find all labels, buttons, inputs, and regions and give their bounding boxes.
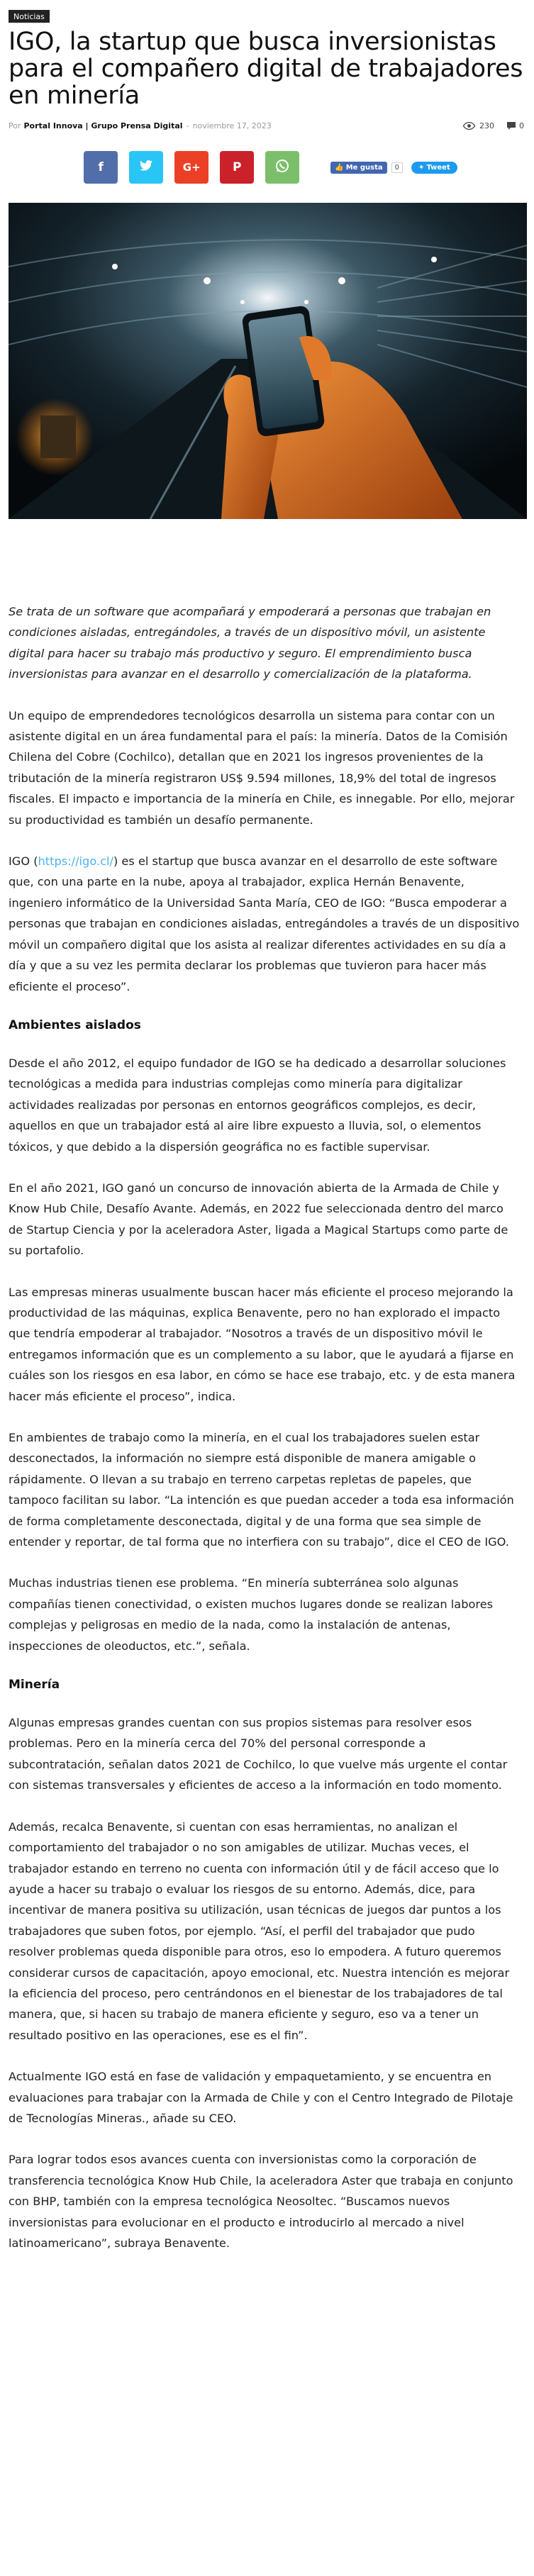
views-count: 230 bbox=[479, 121, 494, 130]
paragraph-2-rest: ) es el startup que busca avanzar en el desarrollo de este software que, con una parte en la nube, apoya al trabajador, explica Hernán Benavente, ingeniero informático de la Universidad Santa María, CEO de IGO: “Busca empoderar a personas que trabajan en condiciones aisladas, entregándoles a través de un dispositivo móvil un compañero digital que los asista al realizar diferentes actividades en su día a día y que a su vez les permita declarar los problemas que tuvieron para hacer más eficiente el proceso”. bbox=[9, 854, 520, 993]
views-counter bbox=[463, 121, 494, 130]
paragraph-6: En ambientes de trabajo como la minería, en el cual los trabajadores suelen estar desconectados, la información no siempre está disponible de manera amigable o rápidamente. O llevan a su trabajo en terreno carpetas repletas de papeles, que tampoco facilitan su labor. “La intención es que puedan acceder a toda esa información de forma completamente desconectada, digital y de una forma que sea simple de entender y reportar, de tal forma que no interfiera con su trabajo”, dice el CEO de IGO. bbox=[9, 1431, 514, 1549]
fb-like-count: 0 bbox=[391, 162, 403, 173]
tweet-button[interactable] bbox=[411, 162, 457, 174]
whatsapp-icon bbox=[275, 159, 289, 177]
hero-image bbox=[9, 203, 527, 519]
paragraph-7: Muchas industrias tienen ese problema. “En minería subterránea solo algunas compañías tienen conectividad, o existen muchos lugares donde se realizan labores complejas y peligrosas en medio de la nada, como la instalación de antenas, inspecciones de oleoductos, etc.”, señala. bbox=[9, 1576, 494, 1653]
paragraph-1: Un equipo de emprendedores tecnológicos desarrolla un sistema para contar con un asistente digital en un área fundamental para el país: la minería. Datos de la Comisión Chilena del Cobre (Cochilco), detallan que en 2021 los ingresos provenientes de la tributación de la minería registraron US$ 9.594 millones, 18,9% del total de ingresos fiscales. El impacto e importancia de la minería en Chile, es innegable. Por ello, mejorar su productividad es también un desafío permanente. bbox=[9, 708, 515, 827]
share-googleplus-button[interactable] bbox=[174, 151, 208, 184]
article-body bbox=[9, 601, 527, 2253]
share-bar bbox=[9, 150, 527, 184]
comments-count: 0 bbox=[519, 121, 524, 130]
share-facebook-button[interactable] bbox=[84, 151, 118, 184]
facebook-like-button[interactable] bbox=[330, 162, 386, 174]
lead-paragraph: Se trata de un software que acompañará y empoderará a personas que trabajan en condiciones aisladas, entregándoles, a través de un dispositivo móvil, un asistente digital para hacer su trabajo más productivo y seguro. El emprendimiento busca inversionistas para avanzar en el desarrollo y comercialización de la plataforma. bbox=[9, 605, 491, 681]
thumbs-up-icon: 👍 bbox=[335, 163, 344, 172]
paragraph-11: Para lograr todos esos avances cuenta con inversionistas como la corporación de transferencia tecnológica Know Hub Chile, la aceleradora Aster que trabaja en conjunto con BHP, también con la empresa tecnológica Neosoltec. “Buscamos nuevos inversionistas para evolucionar en el producto e introducirlo al mercado a nivel latinoamericano”, subraya Benavente. bbox=[9, 2153, 513, 2250]
meta-separator: - bbox=[186, 121, 189, 130]
pinterest-icon: P bbox=[233, 160, 242, 174]
paragraph-5: Las empresas mineras usualmente buscan hacer más eficiente el proceso mejorando la productividad de las máquinas, explica Benavente, pero no han explorado el impacto que tendría empoderar al trabajador. “Nosotros a través de un dispositivo móvil le entregamos información que es un complemento a su labor, que le ayudará a fijarse en cuáles son los riesgos en esa labor, en cómo se hace ese trabajo, etc. y de esta manera hacer más eficiente el proceso”, indica. bbox=[9, 1285, 516, 1403]
paragraph-8: Algunas empresas grandes cuentan con sus propios sistemas para resolver esos problemas. Pero en la minería cerca del 70% del personal corresponde a subcontratación, señalan datos 2021 de Cochilco, lo que vuelve más urgente el contar con sistemas transversales y eficientes de acceso a la información en todo momento. bbox=[9, 1716, 508, 1792]
subheading-ambientes: Ambientes aislados bbox=[9, 1017, 141, 1032]
paragraph-2-start: IGO ( bbox=[9, 854, 38, 869]
paragraph-3: Desde el año 2012, el equipo fundador de IGO se ha dedicado a desarrollar soluciones tecnológicas a medida para industrias complejas como minería para digitalizar actividades realizadas por personas en entornos geográficos complejos, es decir, aquellos en que un trabajador está al aire libre expuesto a lluvia, sol, o elementos tóxicos, y que debido a la dispersión geográfica no es factible supervisar. bbox=[9, 1056, 506, 1154]
mining-tunnel-photo bbox=[9, 203, 527, 519]
share-whatsapp-button[interactable] bbox=[265, 151, 299, 184]
igo-link[interactable]: https://igo.cl/ bbox=[38, 854, 113, 869]
comments-counter[interactable] bbox=[507, 121, 524, 130]
comment-icon bbox=[507, 122, 516, 130]
paragraph-2 bbox=[9, 851, 520, 997]
twitter-bird-icon: ✦ bbox=[418, 163, 425, 172]
facebook-icon: f bbox=[98, 160, 104, 174]
twitter-icon bbox=[140, 160, 152, 174]
share-twitter-button[interactable] bbox=[129, 151, 163, 184]
subheading-mineria: Minería bbox=[9, 1678, 60, 1693]
eye-icon bbox=[463, 122, 475, 130]
share-pinterest-button[interactable] bbox=[220, 151, 254, 184]
tweet-label: Tweet bbox=[426, 163, 450, 172]
paragraph-10: Actualmente IGO está en fase de validación y empaquetamiento, y se encuentra en evaluaciones para trabajar con la Armada de Chile y con el Centro Integrado de Pilotaje de Tecnologías Mineras., añade su CEO. bbox=[9, 2070, 513, 2125]
fb-like-label: Me gusta bbox=[345, 163, 383, 172]
article-meta bbox=[9, 119, 527, 132]
by-label: Por bbox=[9, 121, 21, 130]
social-mini-buttons bbox=[330, 162, 457, 174]
category-tag[interactable]: Noticias bbox=[9, 10, 50, 23]
googleplus-icon: G+ bbox=[182, 161, 201, 174]
author-link[interactable]: Portal Innova | Grupo Prensa Digital bbox=[23, 121, 183, 130]
article-title: IGO, la startup que busca inversionistas para el compañero digital de trabajadores en minería bbox=[9, 28, 523, 110]
paragraph-9: Además, recalca Benavente, si cuentan con esas herramientas, no analizan el comportamiento del trabajador o no son amigables de utilizar. Muchas veces, el trabajador estando en terreno no cuenta con información útil y de fácil acceso que lo ayude a hacer su trabajo o evaluar los riesgos de su entorno. Además, dice, para incentivar de manera positiva su utilización, usan técnicas de juegos dar puntos a los trabajadores que suben fotos, por ejemplo. “Así, el perfil del trabajador que pudo resolver problemas queda disponible para otros, eso lo empodera. A futuro queremos considerar cursos de capacitación, apoyo emocional, etc. Nuestra intención es mejorar la eficiencia del proceso, pero centrándonos en el bienestar de los trabajadores de tal manera, que, si hacen su trabajo de manera eficiente y seguro, eso va a tener un resultado positivo en las operaciones, ese es el fin”. bbox=[9, 1819, 510, 2042]
paragraph-4: En el año 2021, IGO ganó un concurso de innovación abierta de la Armada de Chile y Know Hub Chile, Desafío Avante. Además, en 2022 fue seleccionada dentro del marco de Startup Ciencia y por la aceleradora Aster, ligada a Magical Startups como parte de su portafolio. bbox=[9, 1181, 508, 1258]
publish-date: noviembre 17, 2023 bbox=[192, 121, 272, 130]
